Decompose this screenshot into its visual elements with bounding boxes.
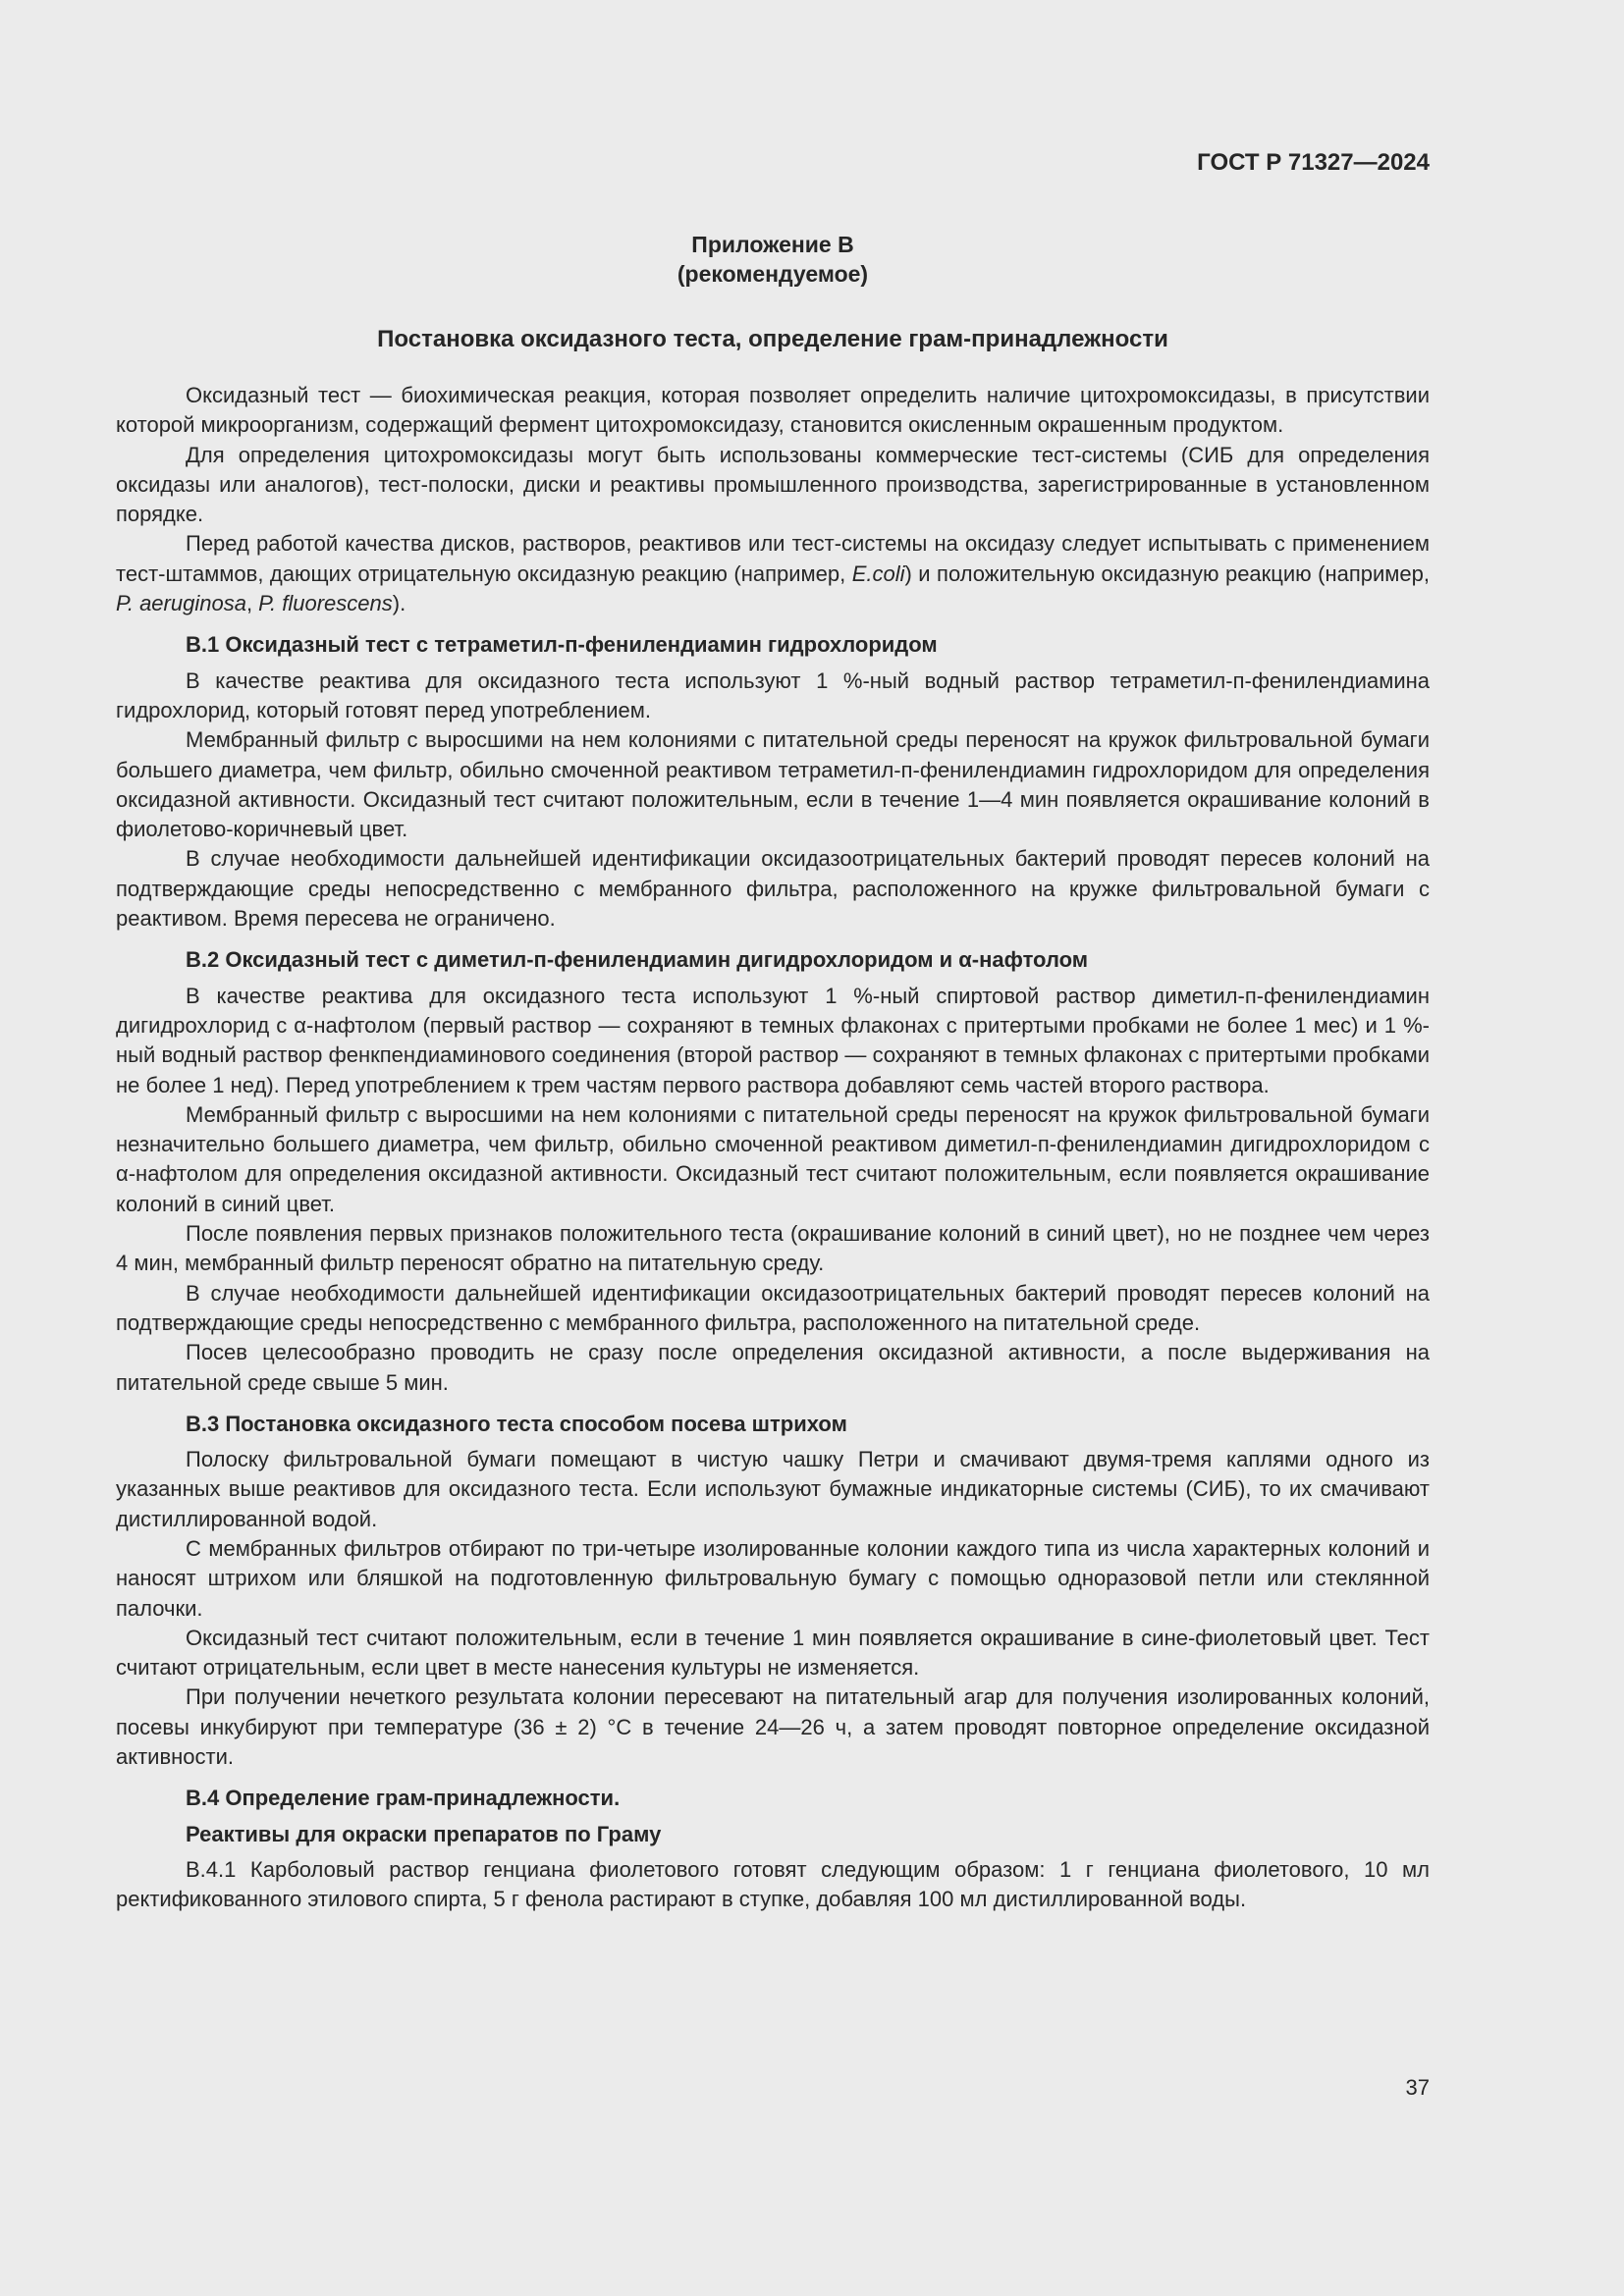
intro-p3-text-a: Перед работой качества дисков, растворов, реактивов или тест-системы на оксидазу следует испытывать с применением тест-штаммов, дающих отрицательную оксидазную реакцию (например, [116, 531, 1430, 586]
b2-paragraph-3: После появления первых признаков положительного теста (окрашивание колоний в синий цвет), но не позднее чем через 4 мин, мембранный фильтр переносят обратно на питательную среду. [116, 1221, 1430, 1276]
b2-paragraph-5: Посев целесообразно проводить не сразу после определения оксидазной активности, а после выдерживания на питательной среде свыше 5 мин. [116, 1340, 1430, 1395]
document-page [116, 147, 1430, 1915]
section-b4-heading: В.4 Определение грам-принадлежности. [186, 1786, 621, 1811]
appendix-title: Постановка оксидазного теста, определение грам-принадлежности [377, 326, 1168, 352]
b2-paragraph-1: В качестве реактива для оксидазного теста используют 1 %-ный спиртовой раствор диметил-п-фенилендиамин дигидрохлорид с α-нафтолом (первый раствор — сохраняют в темных флаконах с притертыми пробками не более 1 мес) и 1 %-ный водный раствор фенкпендиаминового соединения (второй раствор — сохраняют в темных флаконах с притертыми пробками не более 1 нед). Перед употреблением к трем частям первого раствора добавляют семь частей второго раствора. [116, 983, 1430, 1097]
species-ecoli: E.coli [851, 561, 905, 586]
b3-paragraph-3: Оксидазный тест считают положительным, если в течение 1 мин появляется окрашивание в сине-фиолетовый цвет. Тест считают отрицательным, если цвет в месте нанесения культуры не изменяется. [116, 1625, 1430, 1681]
b3-paragraph-2: С мембранных фильтров отбирают по три-четыре изолированные колонии каждого типа из числа характерных колоний и наносят штрихом или бляшкой на подготовленную фильтровальную бумагу с помощью одноразовой петли или стеклянной палочки. [116, 1535, 1430, 1621]
intro-paragraph-3 [116, 529, 1430, 618]
appendix-label: Приложение В [691, 232, 854, 257]
b2-paragraph-4: В случае необходимости дальнейшей идентификации оксидазоотрицательных бактерий проводят пересев колоний на подтверждающие среды непосредственно с мембранного фильтра, расположенного на питательной среде. [116, 1280, 1430, 1335]
section-b2-heading: В.2 Оксидазный тест с диметил-п-фенилендиамин дигидрохлоридом и α-нафтолом [186, 947, 1089, 973]
section-b1-heading: В.1 Оксидазный тест с тетраметил-п-фенилендиамин гидрохлоридом [186, 632, 938, 658]
document-id: ГОСТ Р 71327—2024 [1197, 149, 1430, 176]
b2-paragraph-2: Мембранный фильтр с выросшими на нем колониями с питательной среды переносят на кружок фильтровальной бумаги незначительно большего диаметра, чем фильтр, обильно смоченной реактивом диметил-п-фенилендиамин дигидрохлоридом с α-нафтолом для определения оксидазной активности. Оксидазный тест считают положительным, если появляется окрашивание колоний в синий цвет. [116, 1101, 1430, 1216]
intro-paragraph-2: Для определения цитохромоксидазы могут быть использованы коммерческие тест-системы (СИБ для определения оксидазы или аналогов), тест-полоски, диски и реактивы промышленного производства, зарегистрированные в установленном порядке. [116, 442, 1430, 527]
b1-paragraph-2: Мембранный фильтр с выросшими на нем колониями с питательной среды переносят на кружок фильтровальной бумаги большего диаметра, чем фильтр, обильно смоченной реактивом тетраметил-п-фенилендиамин гидрохлоридом для определения оксидазной активности. Оксидазный тест считают положительным, если в течение 1—4 мин появляется окрашивание колоний в фиолетово-коричневый цвет. [116, 727, 1430, 842]
page-number: 37 [1405, 2075, 1430, 2100]
intro-p3-text-b: ) и положительную оксидазную реакцию (например, [904, 561, 1430, 586]
b1-paragraph-1: В качестве реактива для оксидазного теста используют 1 %-ный водный раствор тетраметил-п-фенилендиамина гидрохлорид, который готовят перед употреблением. [116, 667, 1430, 722]
species-fluorescens: P. fluorescens [258, 591, 393, 616]
intro-p3-text-d: ). [392, 591, 406, 616]
intro-p3-text-c: , [245, 591, 259, 616]
section-b4-subheading: Реактивы для окраски препаратов по Граму [186, 1821, 662, 1846]
intro-paragraph-1: Оксидазный тест — биохимическая реакция, которая позволяет определить наличие цитохромоксидазы, в присутствии которой микроорганизм, содержащий фермент цитохромоксидазу, становится окисленным окрашенным продуктом. [116, 383, 1430, 438]
species-aeruginosa: P. aeruginosa [116, 591, 246, 616]
b1-paragraph-3: В случае необходимости дальнейшей идентификации оксидазоотрицательных бактерий проводят пересев колоний на подтверждающие среды непосредственно с мембранного фильтра, расположенного на кружке фильтровальной бумаги с реактивом. Время пересева не ограничено. [116, 846, 1430, 932]
b3-paragraph-4: При получении нечеткого результата колонии пересевают на питательный агар для получения изолированных колоний, посевы инкубируют при температуре (36 ± 2) °C в течение 24—26 ч, а затем проводят повторное определение оксидазной активности. [116, 1684, 1430, 1770]
section-b3-heading: В.3 Постановка оксидазного теста способом посева штрихом [186, 1411, 847, 1436]
appendix-type: (рекомендуемое) [677, 261, 869, 287]
b3-paragraph-1: Полоску фильтровальной бумаги помещают в чистую чашку Петри и смачивают двумя-тремя каплями одного из указанных выше реактивов для оксидазного теста. Если используют бумажные индикаторные системы (СИБ), то их смачивают дистиллированной водой. [116, 1447, 1430, 1531]
b4-paragraph-1: В.4.1 Карболовый раствор генциана фиолетового готовят следующим образом: 1 г генциана фиолетового, 10 мл ректификованного этилового спирта, 5 г фенола растирают в ступке, добавляя 100 мл дистиллированной воды. [116, 1856, 1430, 1912]
